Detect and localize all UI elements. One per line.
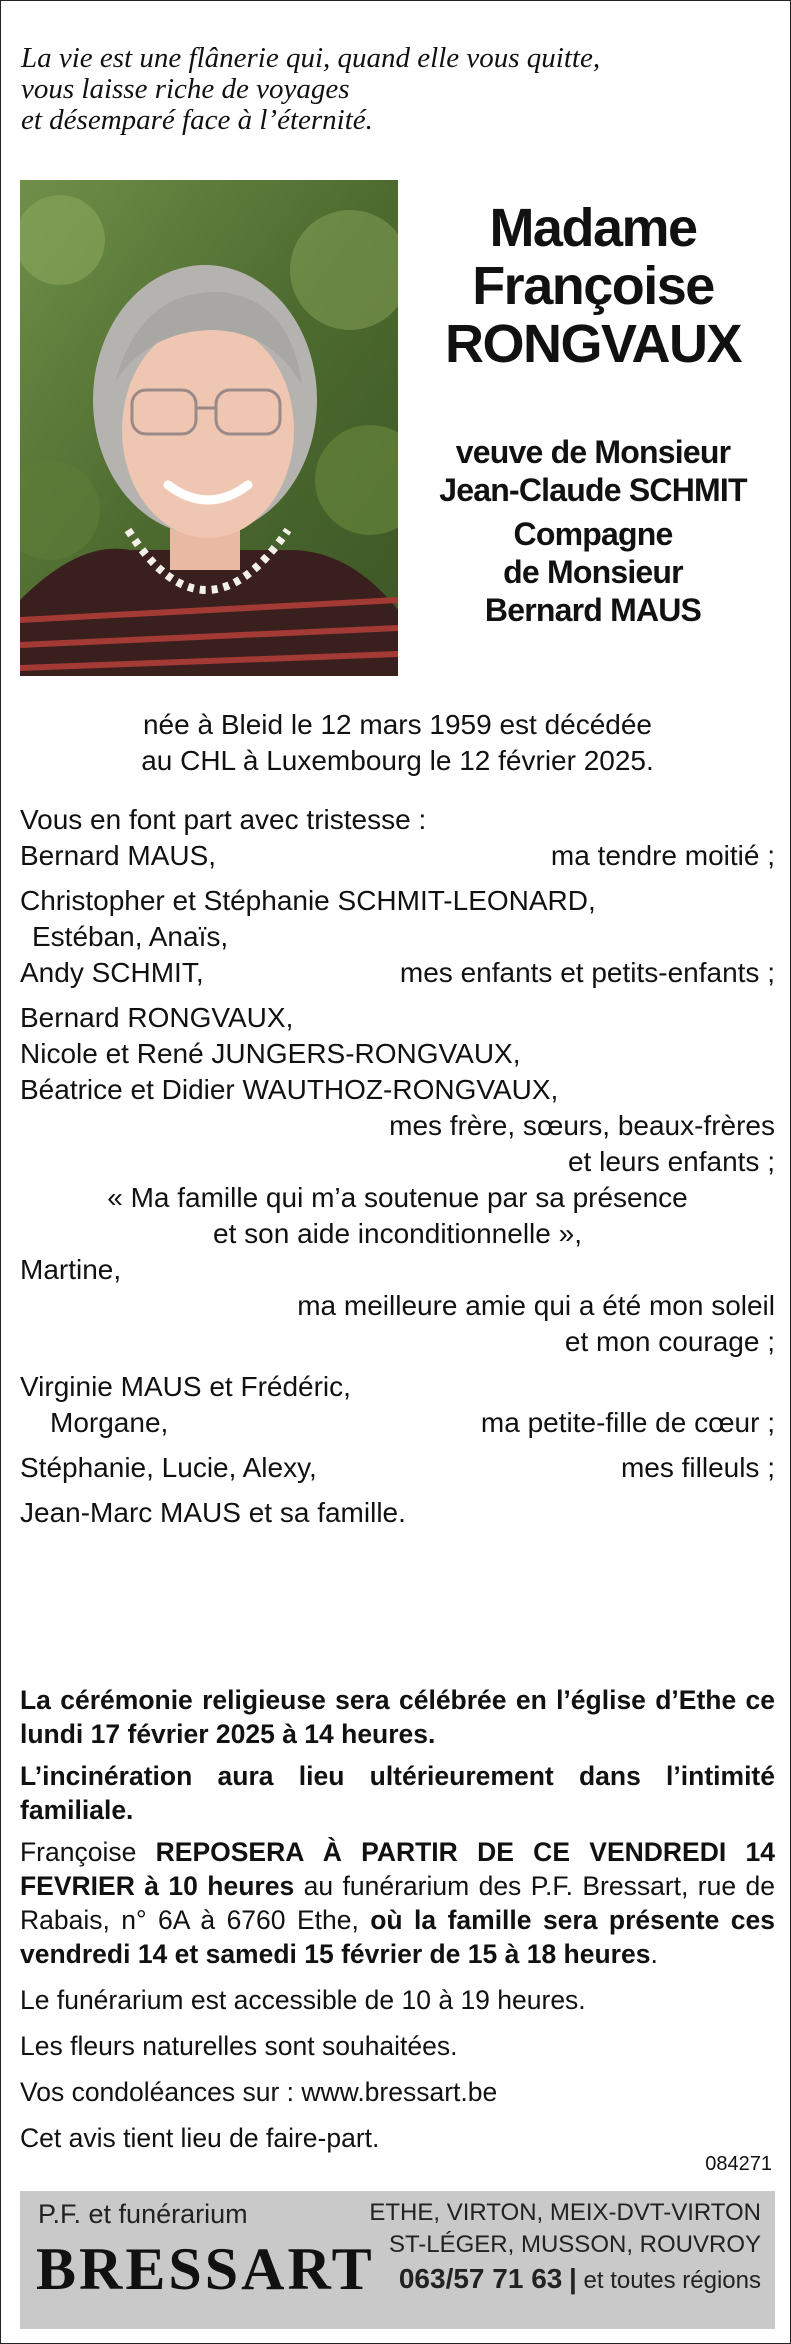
family-member: Bernard RONGVAUX, <box>20 1002 294 1033</box>
separator: | <box>569 2263 577 2294</box>
footer-label: P.F. et funérarium <box>38 2199 248 2229</box>
family-member: Béatrice et Didier WAUTHOZ-RONGVAUX, <box>20 1074 559 1105</box>
family-list <box>20 802 775 1531</box>
family-quote: et son aide inconditionnelle », <box>213 1218 582 1249</box>
footer-towns: ETHE, VIRTON, MEIX-DVT-VIRTON <box>369 2199 761 2226</box>
family-intro: Vous en font part avec tristesse : <box>20 804 427 835</box>
family-role: et mon courage ; <box>564 1326 775 1357</box>
family-role: ma tendre moitié ; <box>550 840 775 871</box>
partner-line: de Monsieur <box>503 554 683 590</box>
ceremony-text: La cérémonie religieuse sera célébrée en l’église d’Ethe ce lundi 17 février 2025 à 14 heures. <box>20 1685 775 1749</box>
condolences-text: Vos condoléances sur : www.bressart.be <box>20 2077 498 2107</box>
family-role: et leurs enfants ; <box>567 1146 775 1177</box>
birth-death-info <box>20 707 775 779</box>
quote-line: vous laisse riche de voyages <box>21 73 350 105</box>
footer-towns: ST-LÉGER, MUSSON, ROUVROY <box>388 2231 761 2258</box>
death-line: au CHL à Luxembourg le 12 février 2025. <box>141 745 654 776</box>
family-row <box>20 955 775 991</box>
visitation-part: Françoise <box>20 1837 156 1867</box>
visitation-part: où la famille sera présente ces vendredi 14 et samedi 15 février de 15 à 18 heures <box>20 1905 775 1969</box>
family-role: mes filleuls ; <box>620 1452 775 1483</box>
incineration-text: L’incinération aura lieu ultérieurement dans l’intimité familiale. <box>20 1761 775 1825</box>
family-member: Morgane, <box>50 1407 169 1438</box>
footer-contact <box>399 2263 761 2295</box>
footer-regions: et toutes régions <box>583 2267 761 2294</box>
name-first: Françoise <box>472 256 714 316</box>
family-quote: « Ma famille qui m’a soutenue par sa présence <box>107 1182 688 1213</box>
family-member: Bernard MAUS, <box>20 840 217 871</box>
visitation-text <box>20 1835 775 1971</box>
family-member: Stéphanie, Lucie, Alexy, <box>20 1452 317 1483</box>
deceased-name <box>407 199 779 373</box>
portrait-illustration <box>20 180 398 676</box>
family-role: ma petite-fille de cœur ; <box>480 1407 775 1438</box>
quote-line: et désemparé face à l’éternité. <box>21 104 373 136</box>
brand-logo: BRESSART <box>36 2236 375 2302</box>
family-member: Christopher et Stéphanie SCHMIT-LEONARD, <box>20 885 596 916</box>
notice-text: Cet avis tient lieu de faire-part. <box>20 2123 380 2153</box>
family-member: Estéban, Anaïs, <box>32 921 229 952</box>
relationships <box>407 433 779 629</box>
portrait-photo <box>20 180 398 676</box>
reference-number: 084271 <box>705 2153 772 2175</box>
visitation-part: au funérarium des P.F. Bressart, rue de Rabais, n° 6A à 6760 Ethe, <box>20 1871 775 1935</box>
family-role: mes frère, sœurs, beaux-frères <box>389 1110 775 1141</box>
opening-quote <box>21 43 600 136</box>
family-role: ma meilleure amie qui a été mon soleil <box>297 1290 775 1321</box>
family-member: Virginie MAUS et Frédéric, <box>20 1371 351 1402</box>
family-member: Nicole et René JUNGERS-RONGVAUX, <box>20 1038 521 1069</box>
widow-line: veuve de Monsieur <box>455 434 731 470</box>
birth-line: née à Bleid le 12 mars 1959 est décédée <box>142 709 653 740</box>
widow-line: Jean-Claude SCHMIT <box>439 472 747 508</box>
visitation-part: REPOSERA À PARTIR DE CE VENDREDI 14 FEVRIER à 10 heures <box>20 1837 775 1901</box>
family-member: Andy SCHMIT, <box>20 957 204 988</box>
family-row <box>20 1450 775 1486</box>
quote-line: La vie est une flânerie qui, quand elle vous quitte, <box>21 42 601 74</box>
flowers-text: Les fleurs naturelles sont souhaitées. <box>20 2031 458 2061</box>
funeral-home-footer <box>20 2191 775 2329</box>
name-last: RONGVAUX <box>444 314 742 374</box>
partner-line: Bernard MAUS <box>484 592 702 628</box>
visitation-part: . <box>650 1939 658 1969</box>
access-text: Le funérarium est accessible de 10 à 19 heures. <box>20 1985 586 2015</box>
family-member: Jean-Marc MAUS et sa famille. <box>20 1497 406 1528</box>
ceremony-info <box>20 1683 775 2161</box>
family-member: Martine, <box>20 1254 122 1285</box>
family-role: mes enfants et petits-enfants ; <box>399 957 775 988</box>
name-title: Madame <box>489 198 697 258</box>
family-row <box>20 1405 775 1441</box>
family-row <box>20 838 775 874</box>
partner-line: Compagne <box>513 516 673 552</box>
phone-number: 063/57 71 63 <box>398 2263 563 2294</box>
